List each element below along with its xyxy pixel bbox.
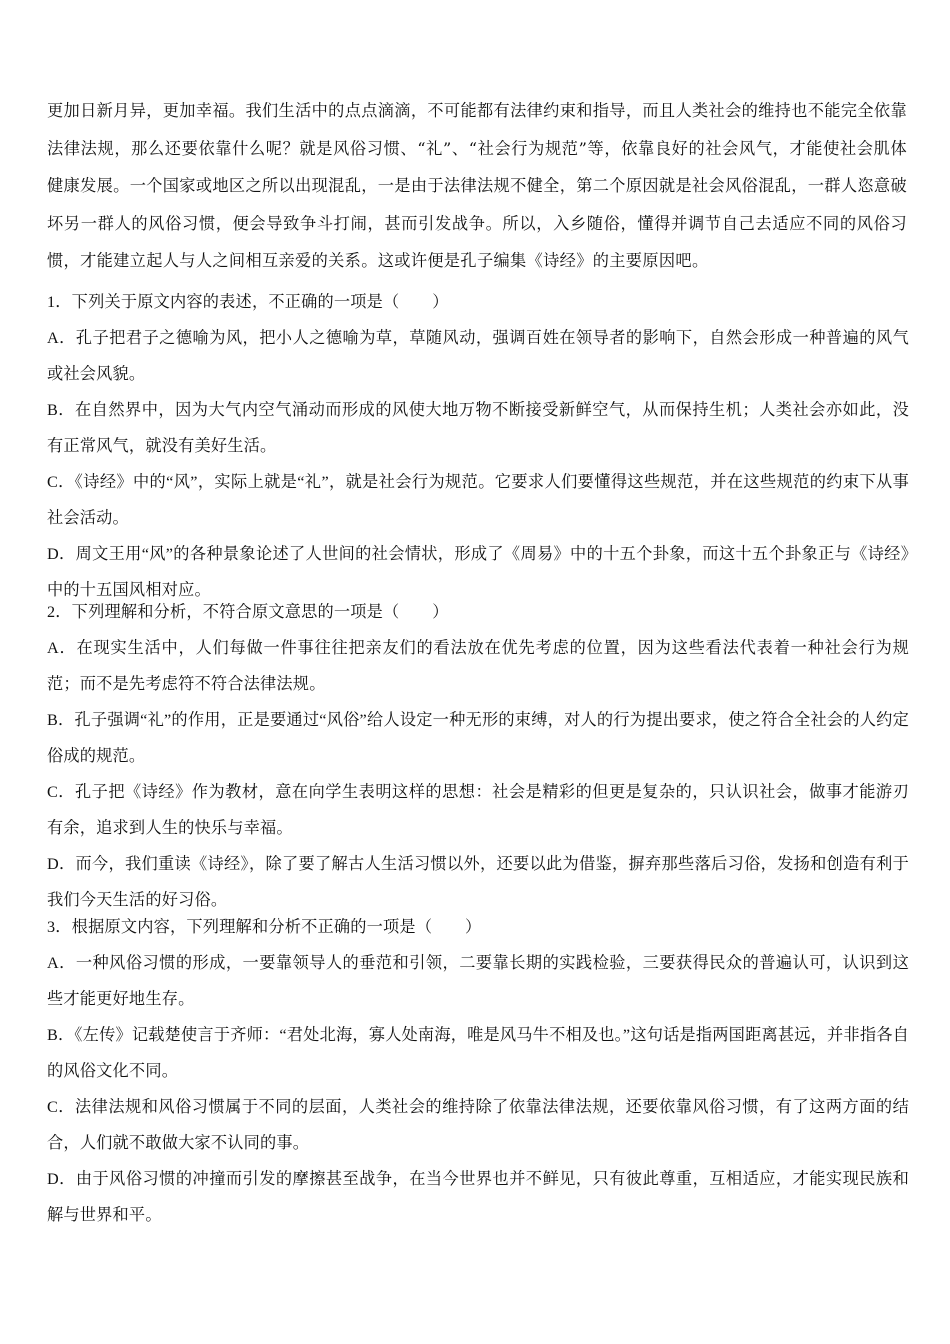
option-c: C．孔子把《诗经》作为教材，意在向学生表明这样的思想：社会是精彩的但更是复杂的，只认识社会，做事才能游刃有余，追求到人生的快乐与幸福。 — [47, 782, 909, 837]
option-d: D．由于风俗习惯的冲撞而引发的摩擦甚至战争，在当今世界也并不鲜见，只有彼此尊重，互相适应，才能实现民族和解与世界和平。 — [47, 1169, 909, 1224]
question-3 — [47, 910, 909, 1233]
option-b: B．孔子强调“礼”的作用，正是要通过“风俗”给人设定一种无形的束缚，对人的行为提出要求，使之符合全社会的人约定俗成的规范。 — [47, 710, 909, 765]
option-b: B．在自然界中，因为大气内空气涌动而形成的风使大地万物不断接受新鲜空气，从而保持生机；人类社会亦如此，没有正常风气，就没有美好生活。 — [47, 400, 909, 455]
option-d: D．周文王用“风”的各种景象论述了人世间的社会情状，形成了《周易》中的十五个卦象，而这十五个卦象正与《诗经》中的十五国风相对应。 — [47, 544, 909, 599]
question-stem: 3．根据原文内容，下列理解和分析不正确的一项是（ ） — [47, 918, 482, 936]
option-a: A．孔子把君子之德喻为风，把小人之德喻为草，草随风动，强调百姓在领导者的影响下，自然会形成一种普遍的风气或社会风貌。 — [47, 329, 909, 383]
option-c: C．《诗经》中的“风”，实际上就是“礼”，就是社会行为规范。它要求人们要懂得这些规范，并在这些规范的约束下从事社会活动。 — [47, 472, 909, 527]
question-stem: 1．下列关于原文内容的表述，不正确的一项是（ ） — [47, 293, 449, 311]
question-1 — [47, 285, 909, 608]
question-2 — [47, 595, 909, 918]
question-stem: 2．下列理解和分析，不符合原文意思的一项是（ ） — [47, 603, 449, 621]
option-a: A．一种风俗习惯的形成，一要靠领导人的垂范和引领，二要靠长期的实践检验，三要获得民众的普遍认可，认识到这些才能更好地生存。 — [47, 954, 909, 1008]
option-c: C．法律法规和风俗习惯属于不同的层面，人类社会的维持除了依靠法律法规，还要依靠风俗习惯，有了这两方面的结合，人们就不敢做大家不认同的事。 — [47, 1097, 909, 1152]
option-b: B．《左传》记载楚使言于齐师：“君处北海，寡人处南海，唯是风马牛不相及也。”这句话是指两国距离甚远，并非指各自的风俗文化不同。 — [47, 1025, 909, 1080]
passage-text: 更加日新月异，更加幸福。我们生活中的点点滴滴，不可能都有法律约束和指导，而且人类社会的维持也不能完全依靠法律法规，那么还要依靠什么呢？就是风俗习惯、“礼”、“社会行为规范”等，依靠良好的社会风气，才能使社会肌体健康发展。一个国家或地区之所以出现混乱，一是由于法律法规不健全，第二个原因就是社会风俗混乱，一群人恣意破坏另一群人的风俗习惯，便会导致争斗打闹，甚而引发战争。所以，入乡随俗，懂得并调节自己去适应不同的风俗习惯，才能建立起人与人之间相互亲爱的关系。这或许便是孔子编集《诗经》的主要原因吧。 — [47, 101, 907, 271]
option-a: A．在现实生活中，人们每做一件事往往把亲友们的看法放在优先考虑的位置，因为这些看法代表着一种社会行为规范；而不是先考虑符不符合法律法规。 — [47, 639, 909, 693]
option-d: D．而今，我们重读《诗经》，除了要了解古人生活习惯以外，还要以此为借鉴，摒弃那些落后习俗，发扬和创造有利于我们今天生活的好习俗。 — [47, 854, 909, 909]
